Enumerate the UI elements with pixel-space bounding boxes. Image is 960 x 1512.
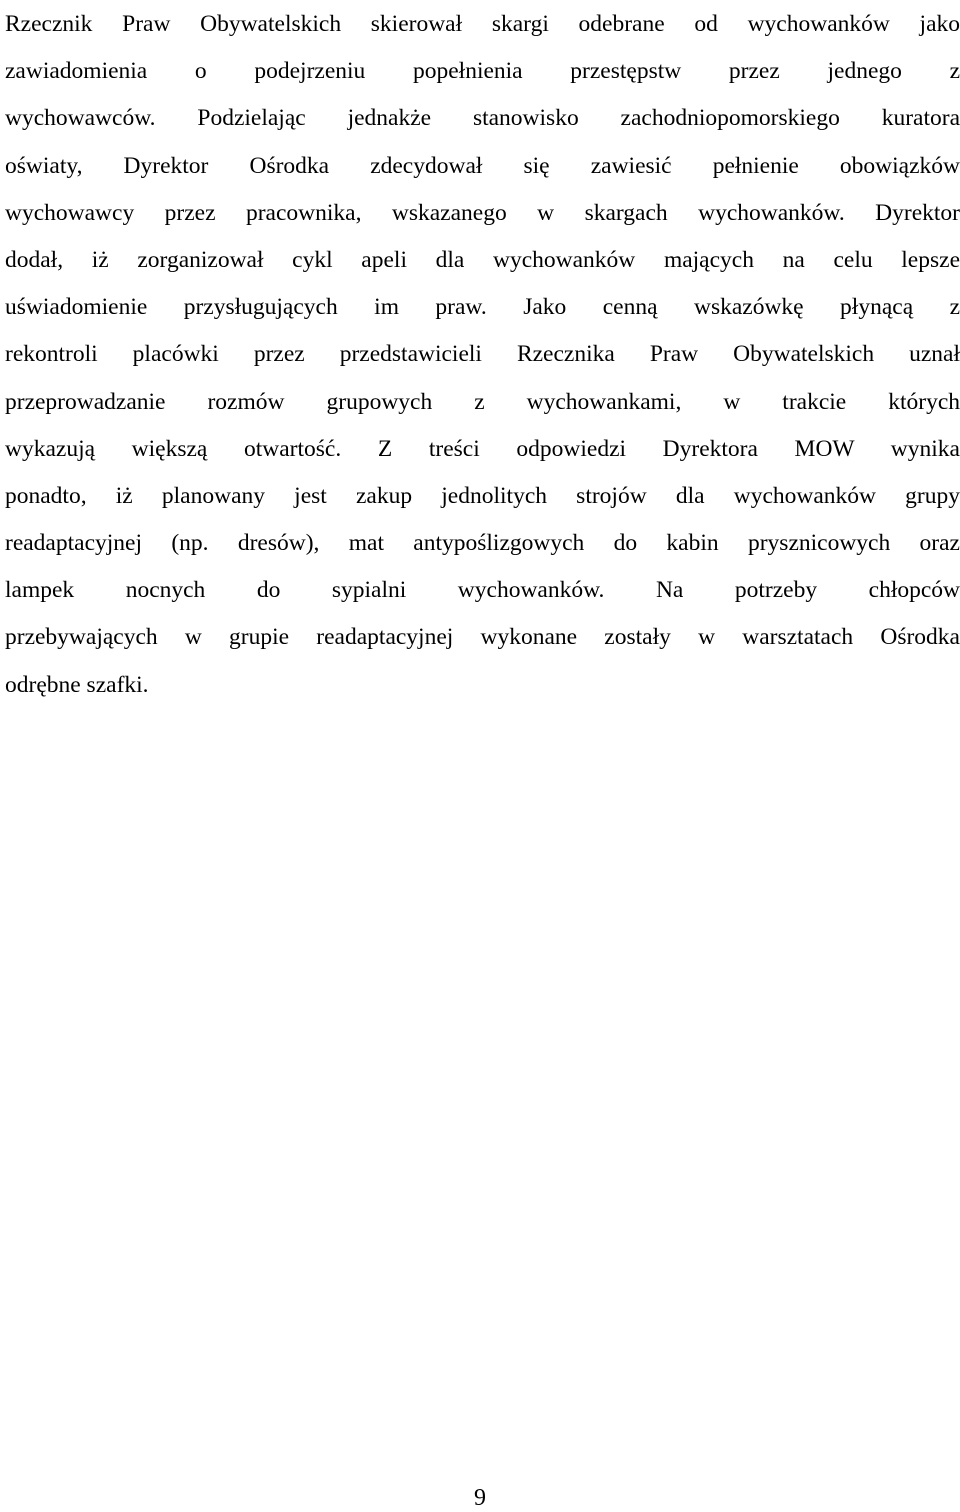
paragraph-line: ponadto, iż planowany jest zakup jednolitych strojów dla wychowanków grupy — [5, 482, 960, 509]
paragraph-line: rekontroli placówki przez przedstawicieli Rzecznika Praw Obywatelskich uznał — [5, 341, 960, 368]
paragraph-line: uświadomienie przysługujących im praw. Jako cenną wskazówkę płynącą z — [5, 294, 960, 321]
paragraph-line: oświaty, Dyrektor Ośrodka zdecydował się zawiesić pełnienie obowiązków — [5, 152, 960, 179]
paragraph-line: zawiadomienia o podejrzeniu popełnienia przestępstw przez jednego z — [5, 58, 960, 85]
body-paragraph — [5, 1, 960, 709]
paragraph-line: lampek nocnych do sypialni wychowanków. Na potrzeby chłopców — [5, 577, 960, 604]
paragraph-line: przebywających w grupie readaptacyjnej wykonane zostały w warsztatach Ośrodka — [5, 624, 960, 651]
paragraph-line: wychowawcy przez pracownika, wskazanego w skargach wychowanków. Dyrektor — [5, 199, 960, 226]
paragraph-line: dodał, iż zorganizował cykl apeli dla wychowanków mających na celu lepsze — [5, 246, 960, 273]
paragraph-line: Rzecznik Praw Obywatelskich skierował skargi odebrane od wychowanków jako — [5, 11, 960, 37]
paragraph-line: wykazują większą otwartość. Z treści odpowiedzi Dyrektora MOW wynika — [5, 435, 960, 462]
paragraph-line: przeprowadzanie rozmów grupowych z wychowankami, w trakcie których — [5, 388, 960, 415]
paragraph-line: wychowawców. Podzielając jednakże stanowisko zachodniopomorskiego kuratora — [5, 105, 960, 132]
page-number: 9 — [474, 1485, 486, 1511]
paragraph-line: odrębne szafki. — [5, 671, 149, 698]
paragraph-line: readaptacyjnej (np. dresów), mat antypoślizgowych do kabin prysznicowych oraz — [5, 530, 960, 557]
